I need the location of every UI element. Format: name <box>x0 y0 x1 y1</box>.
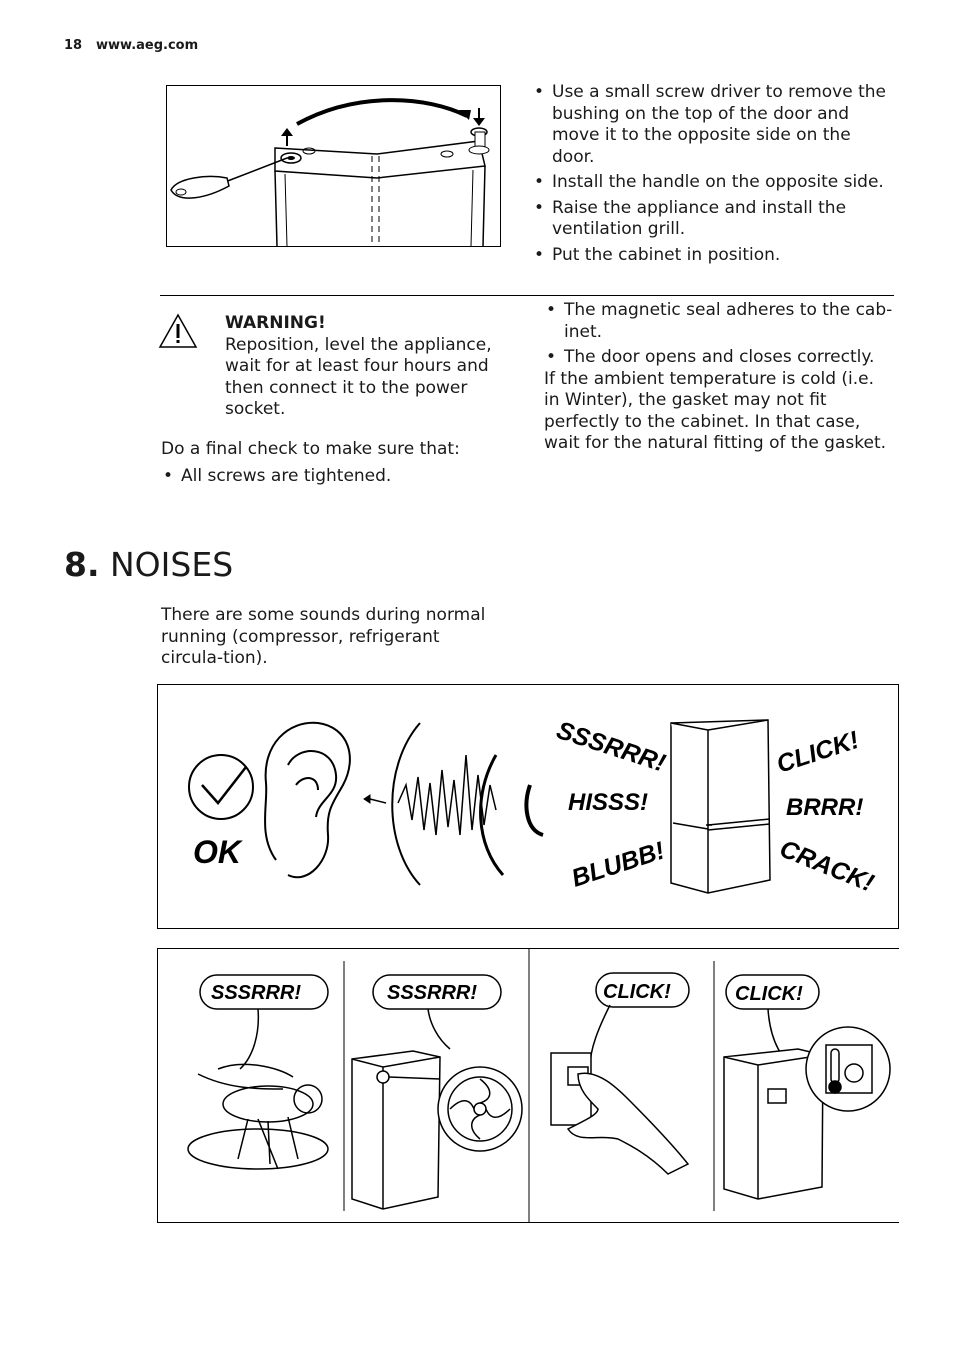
install-steps-list <box>532 82 892 270</box>
fly-icon <box>188 1064 328 1169</box>
bubble-text: CLICK! <box>603 981 671 1003</box>
warning-block <box>225 313 500 421</box>
install-step: • Put the cabinet in position. <box>532 245 892 267</box>
install-step: • Use a small screw driver to remove the bushing on the top of the door and move it to the opposite side on the door. <box>532 82 892 168</box>
final-check-item: • All screws are tightened. <box>161 466 501 488</box>
ear-icon <box>265 723 350 878</box>
sound-sssrrr: SSSRRR! <box>553 716 669 778</box>
install-step: • Install the handle on the opposite side. <box>532 172 892 194</box>
door-bushing-illustration <box>166 85 501 247</box>
sound-hisss: HISSS! <box>568 789 649 816</box>
section-title: NOISES <box>110 545 234 584</box>
sound-click: CLICK! <box>773 725 863 779</box>
ok-label: OK <box>193 834 241 870</box>
noise-panels <box>157 948 899 1223</box>
page-number: 18 <box>64 38 83 53</box>
final-check-left <box>161 439 501 491</box>
fridge-thermostat-icon <box>724 1027 890 1199</box>
install-step: • Raise the appliance and install the ventilation grill. <box>532 198 892 241</box>
section-number: 8. <box>64 545 100 584</box>
warning-text: Reposition, level the appliance, wait for at least four hours and then connect it to the power socket. <box>225 334 492 419</box>
sound-crack: CRACK! <box>775 834 878 898</box>
hand-switch-icon <box>551 1053 688 1174</box>
sound-wave-icon <box>364 723 543 885</box>
bubble-text: CLICK! <box>735 983 803 1005</box>
final-check-item: • The magnetic seal adheres to the cab-inet. <box>544 300 894 343</box>
warning-title: WARNING! <box>225 313 326 333</box>
fridge-fan-icon <box>352 1051 522 1209</box>
final-check-item: • The door opens and closes correctly. <box>544 347 894 369</box>
noises-illustration <box>157 684 899 929</box>
sound-blubb: BLUBB! <box>568 836 668 893</box>
check-icon <box>189 755 253 819</box>
gasket-note: If the ambient temperature is cold (i.e. in Winter), the gasket may not fit perfectly to the cabinet. In that case, wait for the natural fitting of the gasket. <box>544 368 887 453</box>
final-check-right <box>544 300 894 455</box>
bubble-text: SSSRRR! <box>387 982 478 1004</box>
section-divider <box>160 295 894 296</box>
fridge-icon <box>671 720 770 893</box>
final-check-intro: Do a final check to make sure that: <box>161 439 460 459</box>
website-url: www.aeg.com <box>96 38 199 53</box>
bubble-text: SSSRRR! <box>211 982 302 1004</box>
sound-brrr: BRRR! <box>786 794 864 821</box>
warning-icon <box>158 312 198 350</box>
section-intro: There are some sounds during normal running (compressor, refrigerant circula-tion). <box>161 605 486 668</box>
section-heading <box>64 545 233 584</box>
